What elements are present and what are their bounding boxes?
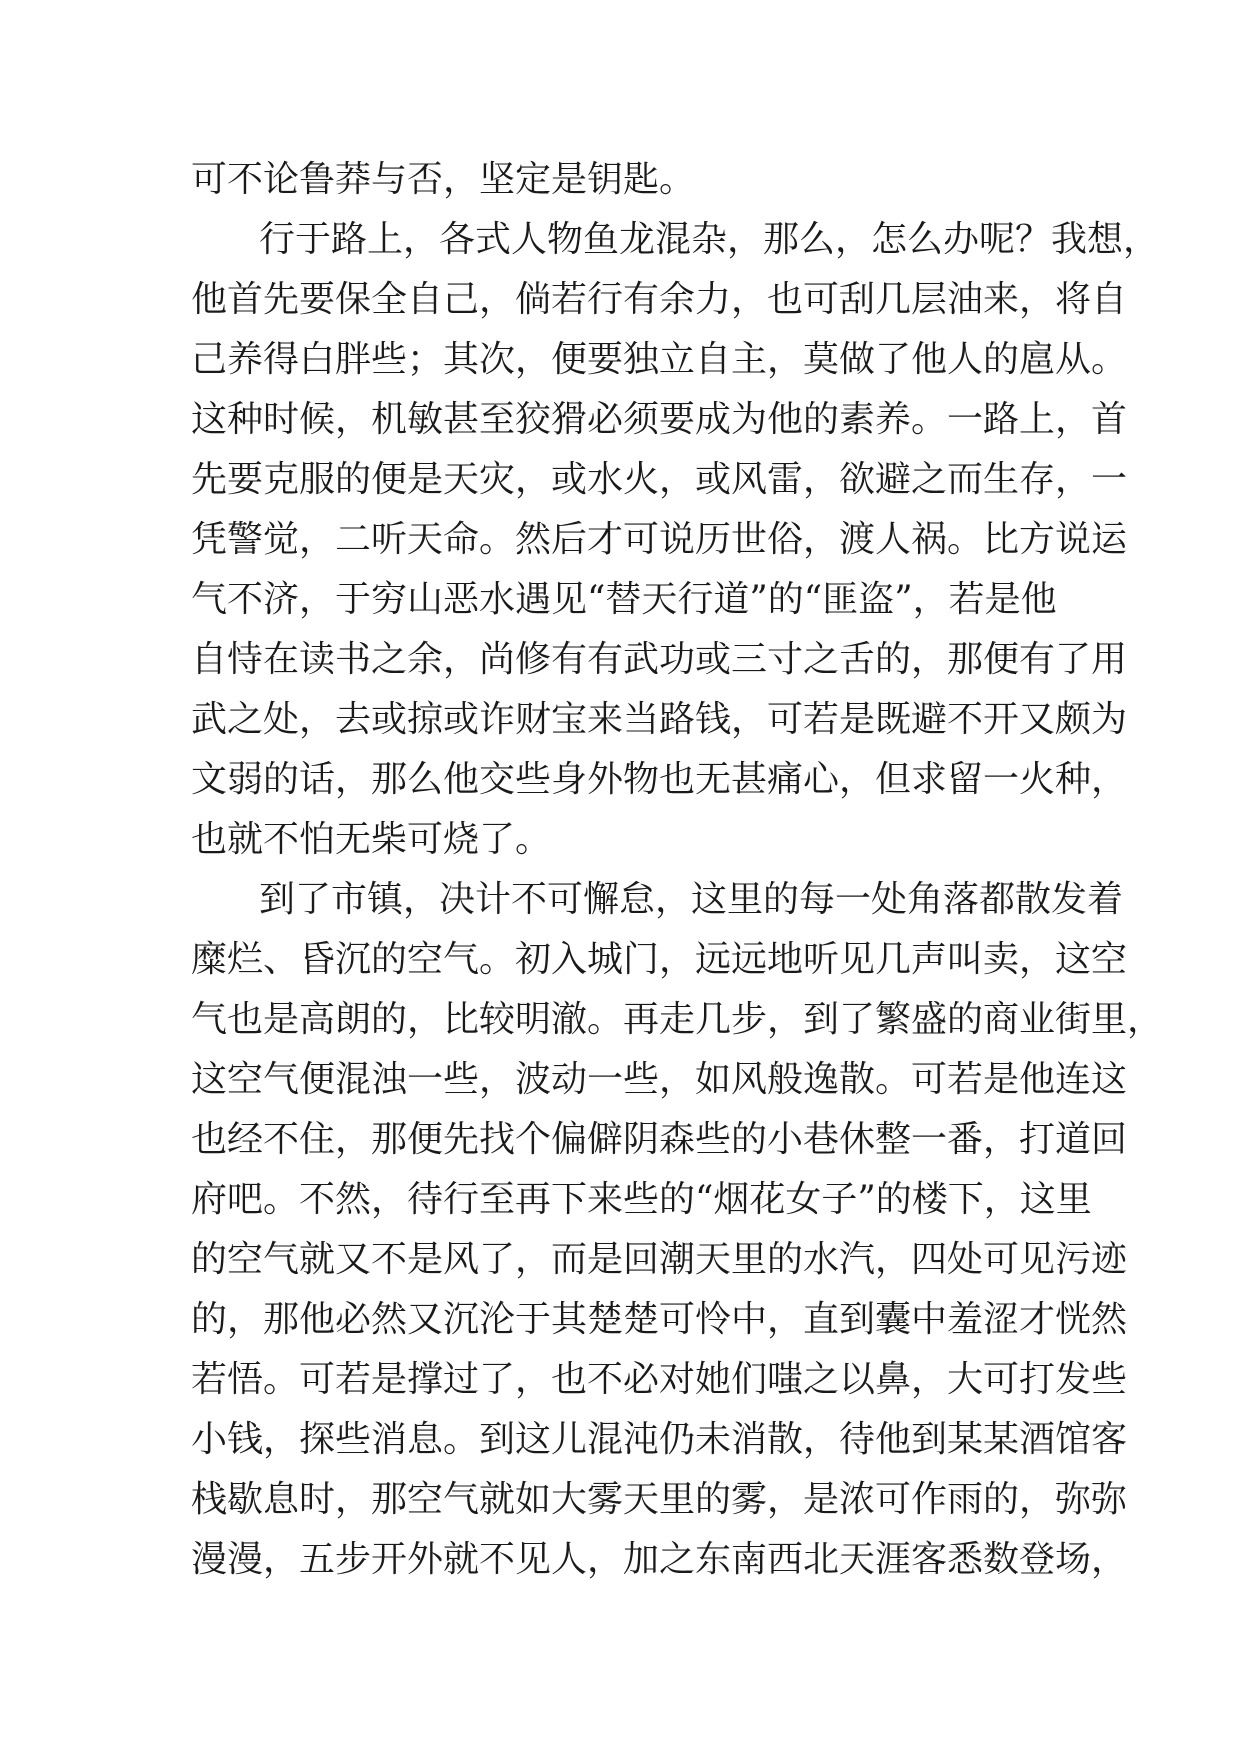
text-line: 这种时候，机敏甚至狡猾必须要成为他的素养。一路上，首 — [191, 399, 1128, 440]
text-line: 的空气就又不是风了，而是回潮天里的水汽，四处可见污迹 — [191, 1239, 1128, 1280]
paragraph-start-line: 到了市镇，决计不可懈怠，这里的每一处角落都散发着 — [259, 879, 1124, 920]
text-line: 小钱，探些消息。到这儿混沌仍未消散，待他到某某酒馆客 — [191, 1419, 1128, 1460]
text-line: 也就不怕无柴可烧了。 — [191, 819, 552, 860]
text-line: 自恃在读书之余，尚修有有武功或三寸之舌的，那便有了用 — [191, 639, 1128, 680]
text-line: 凭警觉，二听天命。然后才可说历世俗，渡人祸。比方说运 — [191, 519, 1128, 560]
text-line: 文弱的话，那么他交些身外物也无甚痛心，但求留一火种， — [191, 759, 1128, 800]
text-line: 这空气便混浊一些，波动一些，如风般逸散。可若是他连这 — [191, 1059, 1128, 1100]
text-line: 栈歇息时，那空气就如大雾天里的雾，是浓可作雨的，弥弥 — [191, 1479, 1128, 1520]
text-line: 他首先要保全自己，倘若行有余力，也可刮几层油来，将自 — [191, 279, 1128, 320]
text-line: 的，那他必然又沉沦于其楚楚可怜中，直到囊中羞涩才恍然 — [191, 1299, 1128, 1340]
text-line: 漫漫，五步开外就不见人，加之东南西北天涯客悉数登场， — [191, 1539, 1128, 1580]
text-line: 武之处，去或掠或诈财宝来当路钱，可若是既避不开又颇为 — [191, 699, 1128, 740]
text-line: 糜烂、昏沉的空气。初入城门，远远地听见几声叫卖，这空 — [191, 939, 1128, 980]
text-line: 先要克服的便是天灾，或水火，或风雷，欲避之而生存，一 — [191, 459, 1128, 500]
text-line: 气不济，于穷山恶水遇见“替天行道”的“匪盗”，若是他 — [191, 579, 1057, 620]
text-line: 气也是高朗的，比较明澈。再走几步，到了繁盛的商业街里， — [191, 999, 1164, 1040]
text-line: 可不论鲁莽与否，坚定是钥匙。 — [191, 159, 696, 200]
body-text — [191, 150, 1164, 1590]
paragraph-start-line: 行于路上，各式人物鱼龙混杂，那么，怎么办呢？我想， — [259, 219, 1160, 260]
text-line: 也经不住，那便先找个偏僻阴森些的小巷休整一番，打道回 — [191, 1119, 1128, 1160]
text-line: 若悟。可若是撑过了，也不必对她们嗤之以鼻，大可打发些 — [191, 1359, 1128, 1400]
text-line: 己养得白胖些；其次，便要独立自主，莫做了他人的扈从。 — [191, 339, 1128, 380]
text-line: 府吧。不然，待行至再下来些的“烟花女子”的楼下，这里 — [191, 1179, 1092, 1220]
